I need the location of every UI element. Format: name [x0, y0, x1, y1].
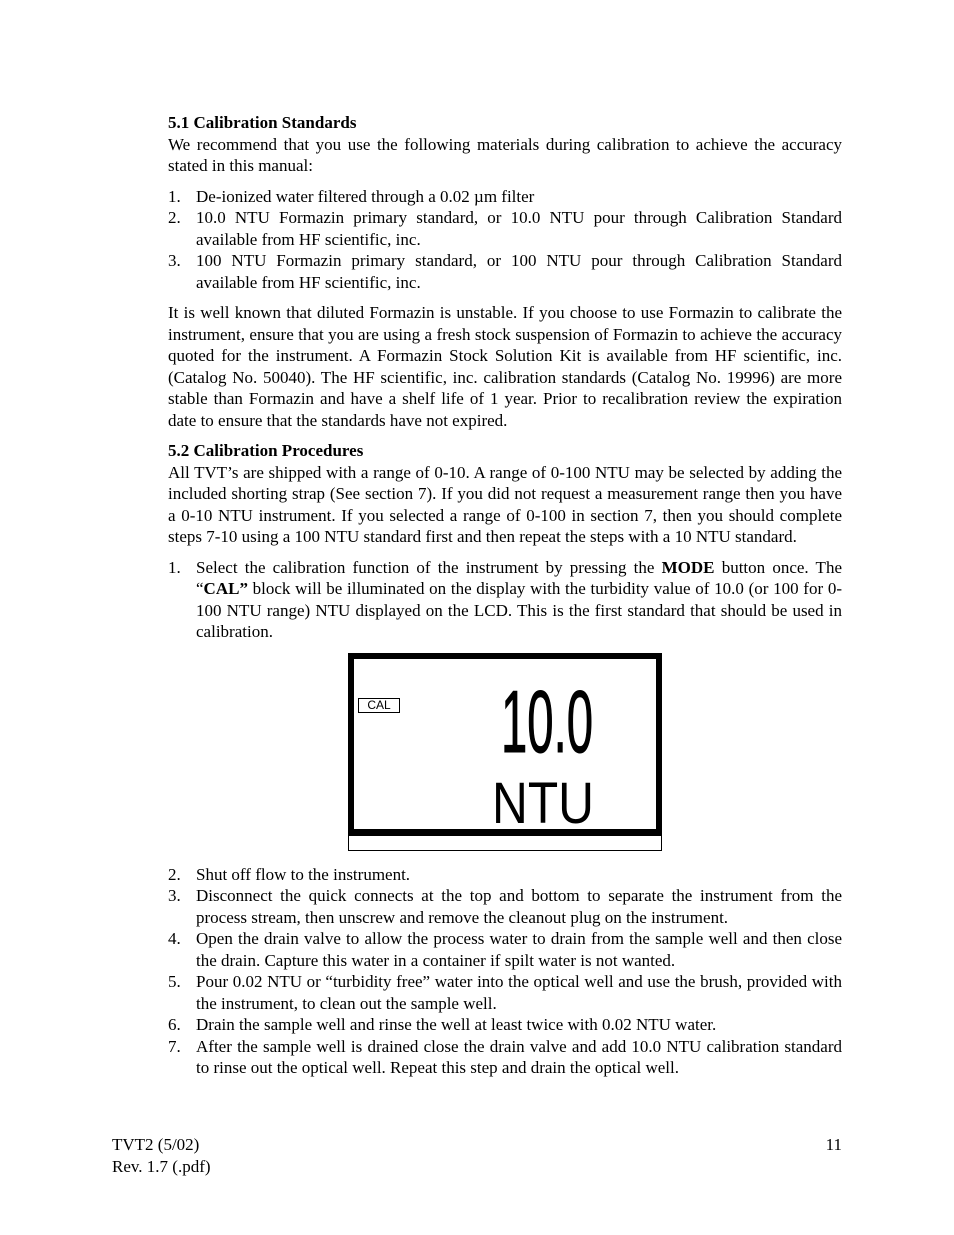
list-item: 2. Shut off flow to the instrument.	[168, 864, 411, 884]
page-number: 11	[825, 1135, 842, 1154]
list-item: 1. Select the calibration function of the instrument by pressing the MODE button once. The “CAL” block will be illuminated on the display with the turbidity value of 10.0 (or 100 for 0-100 NTU range) NTU displayed on the LCD. This is the first standard that should be used in calibration.	[168, 557, 842, 641]
procedure-steps	[168, 864, 842, 1079]
lcd-display-figure	[348, 653, 662, 851]
formazin-paragraph: It is well known that diluted Formazin is unstable. If you choose to use Formazin to calibrate the instrument, ensure that you are using a fresh stock suspension of Formazin to achieve the accuracy quoted for the instrument. A Formazin Stock Solution Kit is available from HF scientific, inc. (Catalog No. 50040). The HF scientific, inc. calibration standards (Catalog No. 19996) are more stable than Formazin and have a shelf life of 1 year. Prior to recalibration review the expiration date to ensure that the standards have not expired.	[168, 303, 842, 430]
procedure-step-1	[168, 557, 842, 643]
page-content	[168, 112, 842, 1079]
lcd-screen	[354, 659, 656, 829]
cal-indicator: CAL	[358, 698, 400, 713]
list-item: 6. Drain the sample well and rinse the well at least twice with 0.02 NTU water.	[168, 1015, 717, 1034]
lcd-frame	[348, 653, 662, 836]
section-5-1-intro: We recommend that you use the following materials during calibration to achieve the accuracy stated in this manual:	[168, 134, 842, 175]
mode-keyword: MODE	[661, 557, 715, 577]
list-item: 3. Disconnect the quick connects at the top and bottom to separate the instrument from the process stream, then unscrew and remove the cleanout plug on the instrument.	[168, 886, 842, 927]
list-item: 2. 10.0 NTU Formazin primary standard, or 10.0 NTU pour through Calibration Standard available from HF scientific, inc.	[168, 208, 842, 249]
page-footer	[112, 1134, 842, 1177]
cal-keyword: CAL”	[203, 579, 248, 598]
list-item: 4. Open the drain valve to allow the process water to drain from the sample well and then close the drain. Capture this water in a container if spilt water is not wanted.	[168, 929, 842, 970]
lcd-value: 10.0	[501, 671, 593, 771]
lcd-unit: NTU	[492, 770, 594, 829]
section-5-2-heading: 5.2 Calibration Procedures	[168, 441, 364, 460]
list-item: 5. Pour 0.02 NTU or “turbidity free” water into the optical well and use the brush, provided with the instrument, to clean out the sample well.	[168, 972, 842, 1013]
doc-id: TVT2 (5/02)	[112, 1135, 200, 1154]
revision: Rev. 1.7 (.pdf)	[112, 1156, 211, 1176]
calibration-materials-list	[168, 186, 842, 294]
lcd-segments	[354, 659, 656, 829]
section-5-1-heading: 5.1 Calibration Standards	[168, 113, 357, 132]
list-item: 1. De-ionized water filtered through a 0.02 µm filter	[168, 186, 535, 206]
section-5-2-intro: All TVT’s are shipped with a range of 0-10. A range of 0-100 NTU may be selected by adding the included shorting strap (See section 7). If you did not request a measurement range then you have a 0-10 NTU instrument. If you selected a range of 0-100 in section 7, then you should complete steps 7-10 using a 100 NTU standard first and then repeat the steps with a 10 NTU standard.	[168, 462, 842, 546]
list-item: 7. After the sample well is drained close the drain valve and add 10.0 NTU calibration standard to rinse out the optical well. Repeat this step and drain the optical well.	[168, 1036, 842, 1077]
list-item: 3. 100 NTU Formazin primary standard, or 100 NTU pour through Calibration Standard available from HF scientific, inc.	[168, 251, 842, 292]
